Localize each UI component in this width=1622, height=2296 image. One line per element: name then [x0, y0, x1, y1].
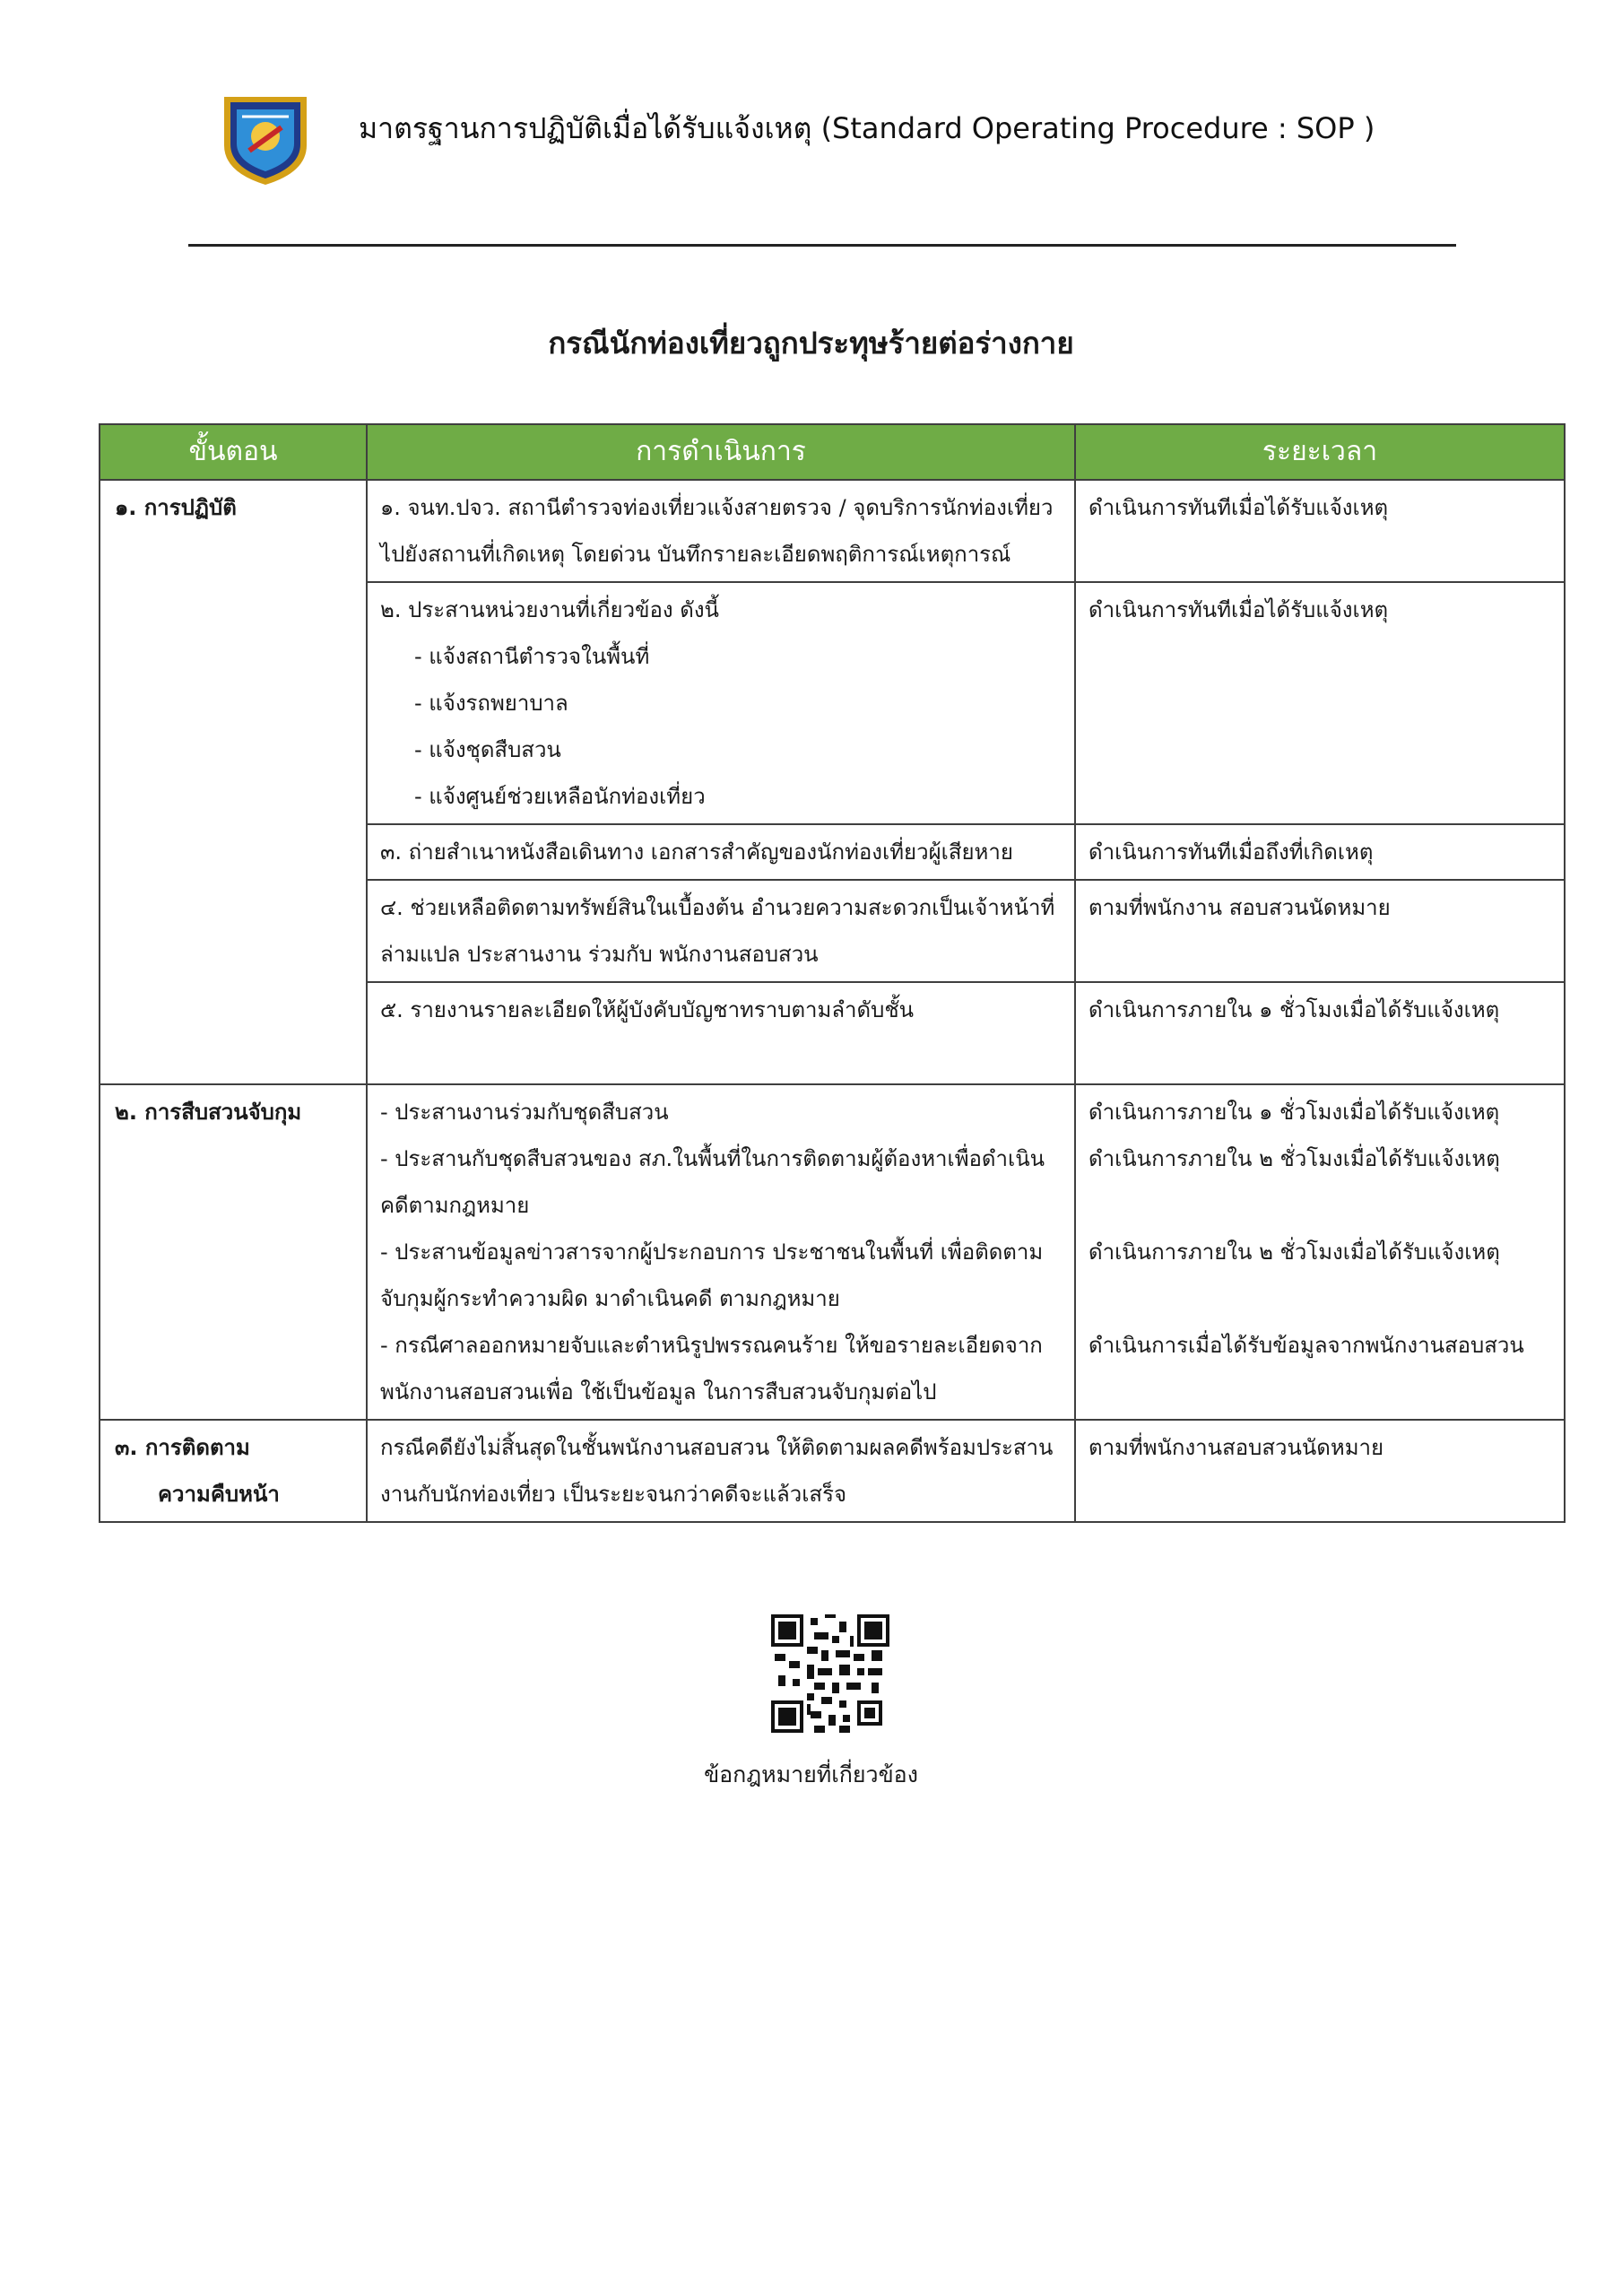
duration-cell: ดำเนินการภายใน ๑ ชั่วโมงเมื่อได้รับแจ้งเหตุ: [1075, 982, 1565, 1084]
action-text: - กรณีศาลออกหมายจับและตำหนิรูปพรรณคนร้าย ให้ขอรายละเอียดจากพนักงานสอบสวนเพื่อ ใช้เป็นข้อมูล ในการสืบสวนจับกุมต่อไป: [380, 1333, 1043, 1405]
column-header-step: ขั้นตอน: [100, 424, 367, 480]
duration-text: ดำเนินการภายใน ๒ ชั่วโมงเมื่อได้รับแจ้งเหตุ: [1089, 1146, 1500, 1171]
blank-line: [1089, 1275, 1551, 1322]
step-label: ๓. การติดตาม: [115, 1435, 250, 1460]
column-header-duration: ระยะเวลา: [1075, 424, 1565, 480]
action-cell: กรณีคดียังไม่สิ้นสุดในชั้นพนักงานสอบสวน ให้ติดตามผลคดีพร้อมประสานงานกับนักท่องเที่ยว เป็นระยะจนกว่าคดีจะแล้วเสร็จ: [367, 1420, 1075, 1522]
step-label-line2: ความคืบหน้า: [158, 1482, 280, 1507]
duration-cell: ตามที่พนักงาน สอบสวนนัดหมาย: [1075, 880, 1565, 982]
list-item: - แจ้งชุดสืบสวน: [414, 737, 561, 762]
qr-code-icon[interactable]: [771, 1614, 889, 1733]
table-header-row: [100, 424, 1565, 480]
page-header: [215, 90, 1470, 188]
duration-cell: ดำเนินการทันทีเมื่อถึงที่เกิดเหตุ: [1075, 824, 1565, 880]
list-item: - แจ้งศูนย์ช่วยเหลือนักท่องเที่ยว: [414, 784, 706, 809]
blank-line: [1089, 1182, 1551, 1229]
column-header-action: การดำเนินการ: [367, 424, 1075, 480]
duration-cell: [1075, 1084, 1565, 1420]
action-cell: [367, 982, 1075, 1084]
list-item: - แจ้งสถานีตำรวจในพื้นที่: [414, 644, 650, 669]
action-text: ๕. รายงานรายละเอียดให้ผู้บังคับบัญชาทราบตามลำดับชั้น: [380, 997, 915, 1022]
action-cell: ๑. จนท.ปจว. สถานีตำรวจท่องเที่ยวแจ้งสายตรวจ / จุดบริการนักท่องเที่ยวไปยังสถานที่เกิดเหตุ โดยด่วน บันทึกรายละเอียดพฤติการณ์เหตุการณ์: [367, 480, 1075, 582]
document-title: มาตรฐานการปฏิบัติเมื่อได้รับแจ้งเหตุ (Standard Operating Procedure : SOP ): [359, 111, 1375, 145]
police-shield-logo: [215, 90, 316, 188]
duration-cell: ตามที่พนักงานสอบสวนนัดหมาย: [1075, 1420, 1565, 1522]
action-text: - ประสานงานร่วมกับชุดสืบสวน: [380, 1100, 669, 1125]
action-cell: ๓. ถ่ายสำเนาหนังสือเดินทาง เอกสารสำคัญของนักท่องเที่ยวผู้เสียหาย: [367, 824, 1075, 880]
sop-table: [99, 423, 1566, 1523]
duration-cell: ดำเนินการทันทีเมื่อได้รับแจ้งเหตุ: [1075, 480, 1565, 582]
action-text: - ประสานกับชุดสืบสวนของ สภ.ในพื้นที่ในการติดตามผู้ต้องหาเพื่อดำเนินคดีตามกฎหมาย: [380, 1146, 1045, 1218]
table-row: [100, 1084, 1565, 1420]
table-row: [100, 1420, 1565, 1522]
blank-line: [380, 1033, 1062, 1080]
qr-caption: ข้อกฎหมายที่เกี่ยวข้อง: [704, 1761, 918, 1787]
duration-text: ดำเนินการเมื่อได้รับข้อมูลจากพนักงานสอบสวน: [1089, 1333, 1524, 1358]
list-item: - แจ้งรถพยาบาล: [414, 691, 568, 716]
duration-text: ดำเนินการภายใน ๑ ชั่วโมงเมื่อได้รับแจ้งเหตุ: [1089, 1100, 1500, 1125]
action-cell: [367, 582, 1075, 824]
action-text: ๒. ประสานหน่วยงานที่เกี่ยวข้อง ดังนี้: [380, 597, 719, 622]
duration-text: ดำเนินการภายใน ๒ ชั่วโมงเมื่อได้รับแจ้งเหตุ: [1089, 1239, 1500, 1265]
action-text: - ประสานข้อมูลข่าวสารจากผู้ประกอบการ ประชาชนในพื้นที่ เพื่อติดตามจับกุมผู้กระทำความผิด มาดำเนินคดี ตามกฎหมาย: [380, 1239, 1044, 1311]
action-cell: [367, 1084, 1075, 1420]
step-cell: ๒. การสืบสวนจับกุม: [100, 1084, 367, 1420]
case-title: กรณีนักท่องเที่ยวถูกประทุษร้ายต่อร่างกาย: [548, 326, 1074, 361]
action-cell: ๔. ช่วยเหลือติดตามทรัพย์สินในเบื้องต้น อำนวยความสะดวกเป็นเจ้าหน้าที่ล่ามแปล ประสานงาน ร่วมกับ พนักงานสอบสวน: [367, 880, 1075, 982]
step-cell: ๑. การปฏิบัติ: [100, 480, 367, 1084]
duration-cell: ดำเนินการทันทีเมื่อได้รับแจ้งเหตุ: [1075, 582, 1565, 824]
step-cell: [100, 1420, 367, 1522]
table-row: [100, 480, 1565, 582]
header-divider: [188, 244, 1456, 247]
